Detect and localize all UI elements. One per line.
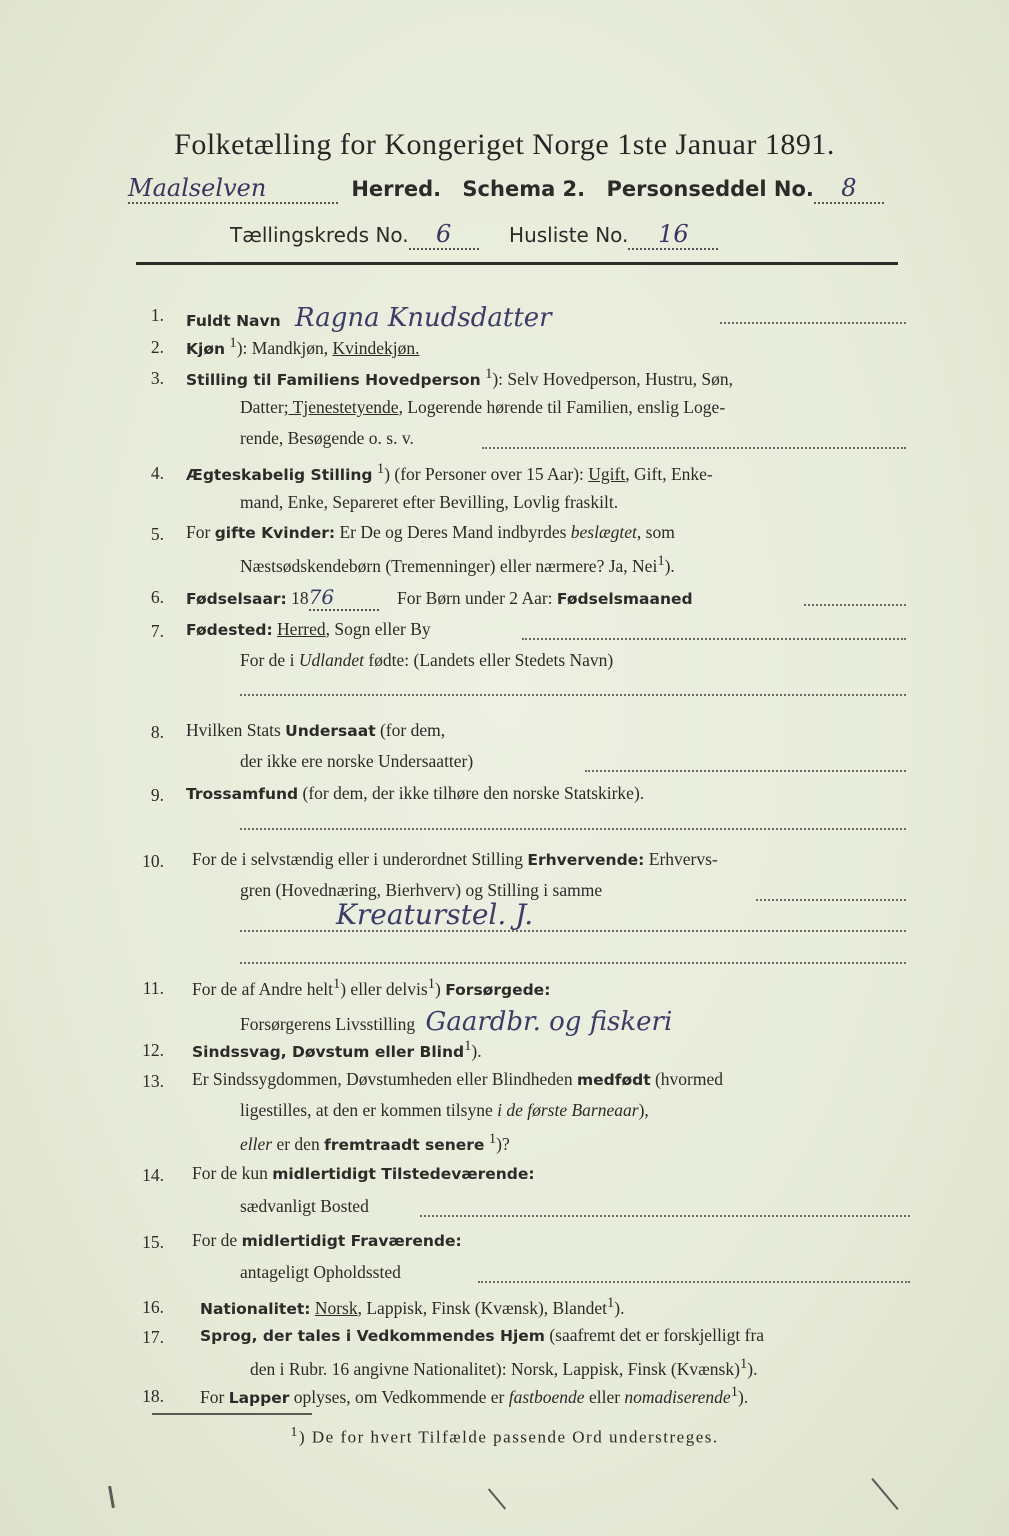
q7-text1a: Herred xyxy=(277,619,326,639)
q6-prefix: 18 xyxy=(291,588,309,608)
q13-sup: 1 xyxy=(488,1131,497,1147)
q9-number: 9. xyxy=(150,785,164,805)
q18-sup: 1 xyxy=(730,1384,738,1400)
q8-text2: der ikke ere norske Undersaatter) xyxy=(240,751,474,771)
q18-close: ). xyxy=(738,1386,749,1407)
q10-label: Erhvervende: xyxy=(527,851,645,869)
q5-row-2 xyxy=(240,553,675,577)
q10-fill-1 xyxy=(756,899,906,901)
q7-text2b: Udlandet xyxy=(298,650,364,670)
q7-text1b: , Sogn eller By xyxy=(325,619,431,639)
q6-number: 6. xyxy=(150,587,164,607)
q5-sup: 1 xyxy=(657,553,665,569)
q7-fill-1 xyxy=(522,638,906,640)
q6-label: Fødselsaar: xyxy=(186,590,287,608)
q16-close: ). xyxy=(614,1297,625,1318)
q1-value: Ragna Knudsdatter xyxy=(295,303,552,333)
q17-text1: (saafremt det er forskjelligt fra xyxy=(544,1325,765,1345)
q13-text3a: eller xyxy=(240,1133,273,1154)
q13-number: 13. xyxy=(142,1071,164,1091)
q16-label: Nationalitet: xyxy=(200,1299,311,1318)
q7-row-1 xyxy=(186,619,431,640)
q10-row-1 xyxy=(192,849,718,870)
q1-label: Fuldt Navn xyxy=(186,312,281,330)
q13-text3c: )? xyxy=(496,1133,510,1154)
q3-fill xyxy=(482,447,906,449)
q18-text1e: nomadiserende xyxy=(624,1386,731,1407)
q18-text1a: For xyxy=(200,1386,229,1407)
herred-value: Maalselven xyxy=(128,174,338,204)
q11-row-2 xyxy=(240,1007,672,1037)
schema-label: Schema 2. xyxy=(462,177,586,201)
q17-label: Sprog, der tales i Vedkommendes Hjem xyxy=(200,1327,545,1345)
q16-sup: 1 xyxy=(606,1295,615,1311)
q2-text-a: ): Mandkjøn, xyxy=(236,337,333,358)
q18-number: 18. xyxy=(142,1386,164,1406)
q11-text2: Forsørgerens Livsstilling xyxy=(240,1014,416,1034)
q14-number: 14. xyxy=(142,1165,164,1185)
q11-text1b: ) eller delvis xyxy=(340,978,428,999)
q9-fill xyxy=(240,828,906,830)
q17-row-2 xyxy=(250,1356,757,1380)
q8-text1a: Hvilken Stats xyxy=(186,720,286,740)
q7-text2c: fødte: (Landets eller Stedets Navn) xyxy=(363,650,614,670)
q17-sup: 1 xyxy=(739,1356,748,1372)
q3-text2c: , Logerende hørende til Familien, enslig Loge- xyxy=(398,397,726,417)
q4-text1b: Ugift xyxy=(588,463,626,484)
q18-text1c: fastboende xyxy=(508,1386,585,1407)
q3-text2b: ; Tjenestetyende xyxy=(283,397,399,417)
q3-row-3 xyxy=(240,428,414,449)
q5-label: gifte Kvinder: xyxy=(214,524,336,542)
q18-row xyxy=(200,1384,748,1408)
footnote-rule xyxy=(152,1413,312,1415)
q15-row-2 xyxy=(240,1262,401,1283)
footnote-sup: 1 xyxy=(290,1424,299,1440)
q16-row xyxy=(200,1295,624,1319)
q7-fill-2 xyxy=(240,694,906,696)
q2-label: Kjøn xyxy=(186,339,226,358)
q3-row-2 xyxy=(240,397,725,418)
q13-text2a: ligestilles, at den er kommen tilsyne xyxy=(240,1100,498,1120)
q10-number: 10. xyxy=(142,851,164,871)
q15-text1a: For de xyxy=(192,1230,242,1250)
q7-number: 7. xyxy=(150,621,164,641)
q15-number: 15. xyxy=(142,1232,164,1252)
q6-fill xyxy=(804,604,906,606)
q13-text1b: (hvormed xyxy=(650,1069,724,1089)
q5-text2: Næstsødskendebørn (Tremenninger) eller nærmere? Ja, Nei xyxy=(240,555,658,576)
q5-number: 5. xyxy=(150,524,164,544)
q3-text3: rende, Besøgende o. s. v. xyxy=(240,428,414,448)
q11-text1a: For de af Andre helt xyxy=(192,978,333,999)
q13-row-1 xyxy=(192,1069,723,1090)
form-title: Folketælling for Kongeriget Norge 1ste Januar 1891. xyxy=(174,128,835,161)
q4-text1a: ) (for Personer over 15 Aar): xyxy=(384,463,589,484)
q17-close: ). xyxy=(747,1358,758,1379)
q16-text-a: Norsk xyxy=(314,1297,358,1318)
q9-row xyxy=(186,783,644,804)
q9-text: (for dem, der ikke tilhøre den norske Statskirke). xyxy=(298,783,645,803)
q14-row-1 xyxy=(192,1163,535,1184)
q11-sup-2: 1 xyxy=(427,976,435,992)
q6-value: 76 xyxy=(309,585,379,611)
header-rule xyxy=(136,262,898,265)
q12-sup: 1 xyxy=(464,1038,472,1054)
q13-row-3 xyxy=(240,1131,510,1155)
q2-text-b: Kvindekjøn. xyxy=(332,337,420,358)
q4-text2: mand, Enke, Separeret efter Bevilling, Lovlig fraskilt. xyxy=(240,492,619,512)
q14-row-2 xyxy=(240,1196,369,1217)
q14-fill xyxy=(420,1215,910,1217)
q2-number: 2. xyxy=(150,337,164,357)
kreds-line xyxy=(230,220,718,250)
q5-text1a: For xyxy=(186,522,215,542)
q10-value: Kreaturstel. J. xyxy=(336,898,534,931)
q14-text2: sædvanligt Bosted xyxy=(240,1196,369,1216)
q16-text-b: , Lappisk, Finsk (Kvænsk), Blandet xyxy=(357,1297,607,1318)
q15-row-1 xyxy=(192,1230,462,1251)
kreds-label: Tællingskreds No. xyxy=(230,223,409,247)
q6-row xyxy=(186,585,693,611)
q13-text1a: Er Sindssygdommen, Døvstumheden eller Blindheden xyxy=(192,1069,577,1089)
q7-text2a: For de i xyxy=(240,650,299,670)
stray-mark-left xyxy=(108,1486,115,1508)
q10-text2: gren (Hovednæring, Bierhverv) og Stilling i samme xyxy=(240,880,603,900)
q4-sup: 1 xyxy=(376,461,385,477)
q1-fill xyxy=(720,322,906,324)
q4-number: 4. xyxy=(150,463,164,483)
husliste-label: Husliste No. xyxy=(509,223,629,247)
herred-line xyxy=(128,174,884,204)
q12-number: 12. xyxy=(142,1040,164,1060)
q17-row-1 xyxy=(200,1325,764,1346)
q4-label: Ægteskabelig Stilling xyxy=(186,465,373,484)
q10-text1b: Erhvervs- xyxy=(644,849,718,869)
q11-sup-1: 1 xyxy=(332,976,341,992)
q13-label2: fremtraadt senere xyxy=(324,1135,485,1154)
q15-label: midlertidigt Fraværende: xyxy=(241,1232,462,1250)
kreds-value: 6 xyxy=(409,220,479,250)
q13-row-2 xyxy=(240,1100,649,1121)
q8-label: Undersaat xyxy=(285,722,376,740)
stray-mark-right xyxy=(871,1478,898,1510)
q1-row xyxy=(186,303,552,333)
q3-row-1 xyxy=(186,366,733,390)
q5-close: ). xyxy=(664,555,675,576)
q10-value-row xyxy=(336,898,533,931)
q5-row-1 xyxy=(186,522,675,543)
q4-text1c: , Gift, Enke- xyxy=(625,463,713,484)
q13-text2b: i de første Barneaar xyxy=(497,1100,639,1120)
q14-label: midlertidigt Tilstedeværende: xyxy=(272,1165,535,1183)
q11-value: Gaardbr. og fiskeri xyxy=(425,1007,673,1037)
q11-text1c: ) xyxy=(435,978,446,999)
q8-number: 8. xyxy=(150,722,164,742)
q12-row xyxy=(192,1038,482,1062)
herred-label: Herred. xyxy=(351,177,442,201)
q15-fill xyxy=(478,1281,910,1283)
personseddel-value: 8 xyxy=(814,174,884,204)
q3-sup: 1 xyxy=(485,366,493,382)
q2-sup: 1 xyxy=(229,335,237,351)
q13-text2c: ), xyxy=(638,1100,649,1120)
q11-row-1 xyxy=(192,976,550,1000)
husliste-value: 16 xyxy=(628,220,718,250)
q3-text1: ): Selv Hovedperson, Hustru, Søn, xyxy=(492,368,733,389)
personseddel-label: Personseddel No. xyxy=(606,177,814,201)
q10-fill-2 xyxy=(240,930,906,932)
q15-text2: antageligt Opholdssted xyxy=(240,1262,401,1282)
q14-text1a: For de kun xyxy=(192,1163,273,1183)
q5-text1b: Er De og Deres Mand indbyrdes xyxy=(335,522,571,542)
q17-text2: den i Rubr. 16 angivne Nationalitet): Norsk, Lappisk, Finsk (Kvænsk) xyxy=(250,1358,740,1379)
q7-row-2 xyxy=(240,650,613,671)
q8-row-1 xyxy=(186,720,445,741)
q8-row-2 xyxy=(240,751,473,772)
q10-text1a: For de i selvstændig eller i underordnet Stilling xyxy=(192,849,528,869)
q12-text: ). xyxy=(471,1040,482,1061)
footnote-text: De for hvert Tilfælde passende Ord understreges. xyxy=(311,1427,719,1447)
q5-text1d: , som xyxy=(636,522,675,542)
q11-label: Forsørgede: xyxy=(445,980,551,999)
q16-number: 16. xyxy=(142,1297,164,1317)
q12-label: Sindssvag, Døvstum eller Blind xyxy=(192,1042,465,1061)
q13-label: medfødt xyxy=(576,1071,651,1089)
q6-text: For Børn under 2 Aar: xyxy=(397,588,553,608)
q18-text1b: oplyses, om Vedkommende er xyxy=(289,1386,509,1407)
stray-mark-center xyxy=(488,1488,506,1509)
q3-label: Stilling til Familiens Hovedperson xyxy=(186,370,481,389)
q3-number: 3. xyxy=(150,368,164,388)
q13-text3b: er den xyxy=(272,1133,325,1154)
q18-text1d: eller xyxy=(584,1386,625,1407)
q1-number: 1. xyxy=(150,305,164,325)
q11-number: 11. xyxy=(142,978,164,998)
q18-label: Lapper xyxy=(228,1388,290,1407)
q17-number: 17. xyxy=(142,1327,164,1347)
q2-row xyxy=(186,335,419,359)
q10-fill-3 xyxy=(240,962,906,964)
q9-label: Trossamfund xyxy=(186,785,299,803)
q5-text1c: beslægtet xyxy=(570,522,637,542)
footnote: $^1$) De for hvert Tilfælde passende Ord understreges. xyxy=(290,1424,719,1447)
q7-label: Fødested: xyxy=(186,621,273,639)
q8-fill xyxy=(585,770,906,772)
q3-text2a: Datter xyxy=(240,397,284,417)
q4-row-2 xyxy=(240,492,618,513)
q4-row-1 xyxy=(186,461,713,485)
q8-text1b: (for dem, xyxy=(375,720,446,740)
q6-label2: Fødselsmaaned xyxy=(556,590,693,608)
